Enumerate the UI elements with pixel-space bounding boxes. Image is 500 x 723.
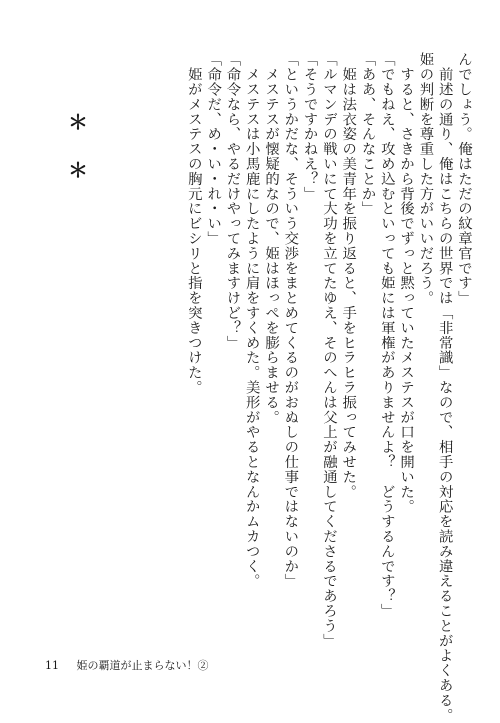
text-line: 「でもねえ、攻め込むといっても姫には軍権がありませんよ？ どうするんです？」: [378, 52, 395, 619]
text-line: 前述の通り、俺はこちらの世界では「非常識」なので、相手の対応を読み違えることがよくある。: [436, 52, 453, 723]
text-line: んでしょう。俺はただの紋章官です」: [456, 52, 472, 306]
page-number: 11: [45, 659, 59, 672]
text-line: 姫の判断を尊重した方がいいだろう。: [417, 52, 434, 306]
text-line: 「ああ、そんなことか」: [359, 52, 376, 216]
book-title: 姫の覇道が止まらない！②: [76, 659, 209, 672]
body-text: [184, 52, 473, 723]
text-line: 「というかだな、そういう交渉をまとめてくるのがおぬしの仕事ではないのか」: [282, 52, 299, 589]
text-line: 「ルマンデの戦いにて大功を立てたゆえ、そのへんは父上が融通してくださるであろう」: [320, 52, 337, 648]
text-line: 姫は法衣姿の美青年を振り返ると、手をヒラヒラ振ってみせた。: [340, 52, 357, 499]
text-line: 「そうですかねえ？」: [301, 52, 318, 201]
scene-break-star: ＊: [68, 158, 88, 182]
page-footer: [45, 657, 209, 673]
text-line: 姫がメステスの胸元にビシリと指を突きつけた。: [185, 52, 202, 395]
text-line: 「命令なら、やるだけやってみますけど？」: [224, 52, 241, 350]
text-line: 「命令だ、め・い・れ・い」: [205, 52, 222, 246]
scene-break-star: ＊: [68, 110, 88, 134]
text-line: すると、さきから背後でずっと黙っていたメステスが口を開いた。: [398, 52, 415, 514]
text-line: メステスは小馬鹿にしたように肩をすくめた。美形がやるとなんかムカつく。: [243, 52, 260, 589]
text-line: メステスが懐疑的なので、姫はほっぺを膨らませる。: [263, 52, 280, 425]
